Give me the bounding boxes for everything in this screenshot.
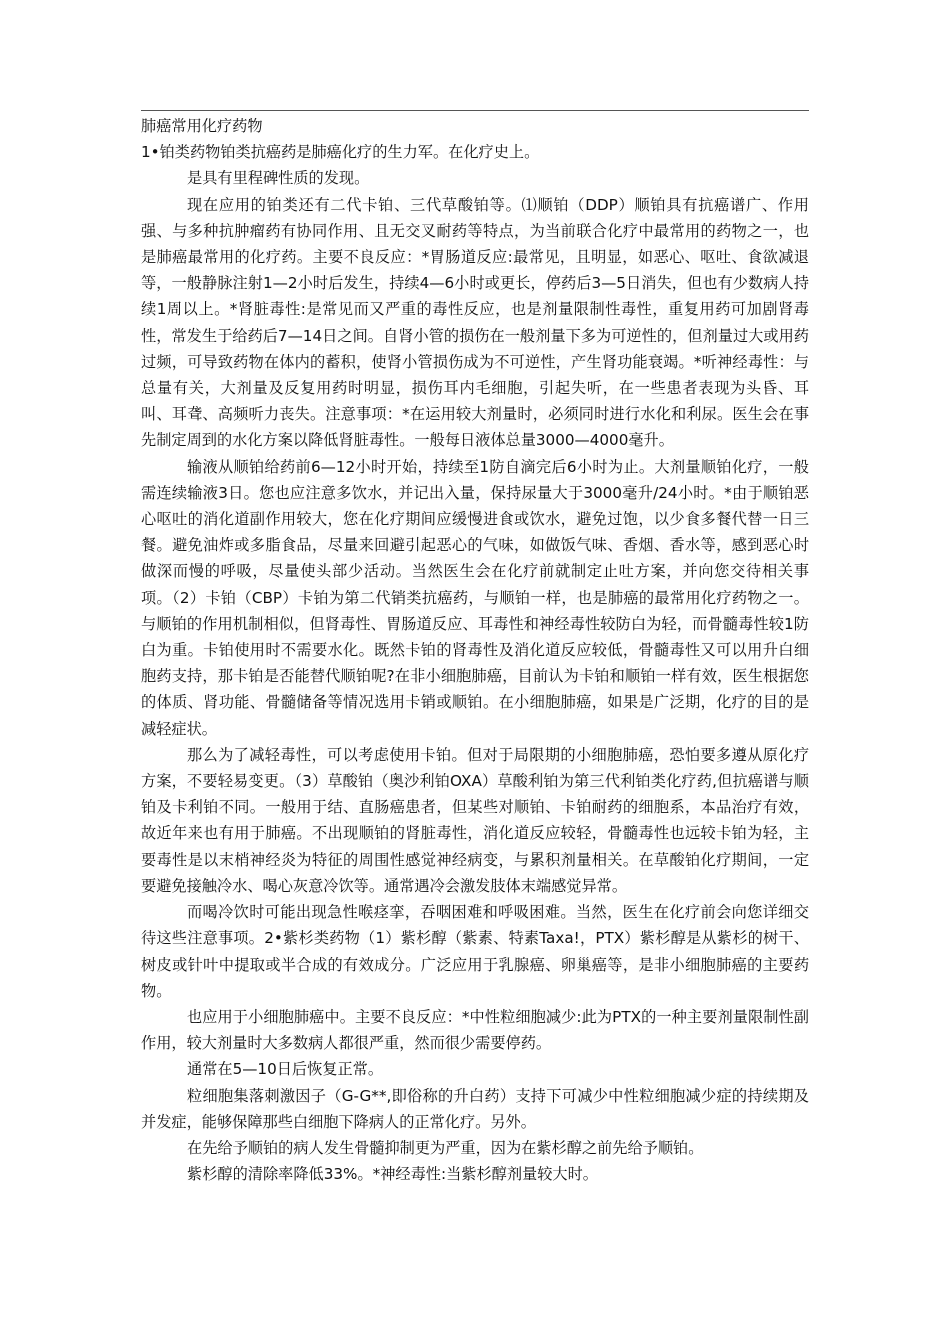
paragraph-9: 粒细胞集落刺激因子（G-G**,即俗称的升白药）支持下可减少中性粒细胞减少症的持续期及并发症，能够保障那些白细胞下降病人的正常化疗。另外。 <box>141 1086 809 1131</box>
paragraph-8: 通常在5—10日后恢复正常。 <box>187 1060 384 1079</box>
paragraph-11: 紫杉醇的清除率降低33%。*神经毒性:当紫杉醇剂量较大时。 <box>187 1165 598 1184</box>
paragraph-3: 现在应用的铂类还有二代卡铂、三代草酸铂等。⑴顺铂（DDP）顺铂具有抗癌谱广、作用强、与多种抗肿瘤药有协同作用、且无交叉耐药等特点，为当前联合化疗中最常用的药物之一，也是肺癌最常用的化疗药。主要不良反应：*胃肠道反应:最常见，且明显，如恶心、呕吐、食欲减退等，一般静脉注射1—2小时后发生，持续4—6小时或更长，停药后3—5日消失，但也有少数病人持续1周以上。*肾脏毒性:是常见而又严重的毒性反应，也是剂量限制性毒性，重复用药可加剧肾毒性，常发生于给药后7—14日之间。自肾小管的损伤在一般剂量下多为可逆性的，但剂量过大或用药过频，可导致药物在体内的蓄积，使肾小管损伤成为不可逆性，产生肾功能衰竭。*听神经毒性：与总量有关，大剂量及反复用药时明显，损伤耳内毛细胞，引起失听，在一些患者表现为头昏、耳叫、耳聋、高频听力丧失。注意事项：*在运用较大剂量时，必须同时进行水化和利尿。医生会在事先制定周到的水化方案以降低肾脏毒性。一般每日液体总量3000—4000毫升。 <box>141 195 809 450</box>
document-title: 肺癌常用化疗药物 <box>141 117 263 135</box>
paragraph-5: 那么为了减轻毒性，可以考虑使用卡铂。但对于局限期的小细胞肺癌，恐怕要多遵从原化疗方案，不要轻易变更。（3）草酸铂（奥沙利铂OXA）草酸利铂为第三代利铂类化疗药,但抗癌谱与顺铂及卡利铂不同。一般用于结、直肠癌患者，但某些对顺铂、卡铂耐药的细胞系，本品治疗有效，故近年来也有用于肺癌。不出现顺铂的肾脏毒性，消化道反应较轻，骨髓毒性也远较卡铂为轻，主要毒性是以末梢神经炎为特征的周围性感觉神经病变，与累积剂量相关。在草酸铂化疗期间，一定要避免接触冷水、喝心灰意冷饮等。通常遇冷会激发肢体末端感觉异常。 <box>141 745 809 895</box>
paragraph-6: 而喝冷饮时可能出现急性喉痉挛，吞咽困难和呼吸困难。当然，医生在化疗前会向您详细交待这些注意事项。2•紫杉类药物（1）紫杉醇（紫素、特素Taxa!，PTX）紫杉醇是从紫杉的树干、树皮或针叶中提取或半合成的有效成分。广泛应用于乳腺癌、卵巢癌等，是非小细胞肺癌的主要药物。 <box>141 903 809 1000</box>
paragraph-2: 是具有里程碑性质的发现。 <box>187 169 370 188</box>
document-body <box>141 113 809 1187</box>
paragraph-1: 1•铂类药物铂类抗癌药是肺癌化疗的生力军。在化疗史上。 <box>141 143 540 162</box>
header-rule <box>141 110 809 111</box>
paragraph-10: 在先给予顺铂的病人发生骨髓抑制更为严重，因为在紫杉醇之前先给予顺铂。 <box>187 1138 704 1157</box>
paragraph-7: 也应用于小细胞肺癌中。主要不良反应：*中性粒细胞减少:此为PTX的一种主要剂量限制性副作用，较大剂量时大多数病人都很严重，然而很少需要停药。 <box>141 1007 809 1053</box>
paragraph-4: 输液从顺铂给药前6—12小时开始，持续至1防自滴完后6小时为止。大剂量顺铂化疗，一般需连续输液3日。您也应注意多饮水，并记出入量，保持尿量大于3000毫升/24小时。*由于顺铂恶心呕吐的消化道副作用较大，您在化疗期间应缓慢进食或饮水，避免过饱，以少食多餐代替一日三餐。避免油炸或多脂食品，尽量来回避引起恶心的气味，如做饭气味、香烟、香水等，感到恶心时做深而慢的呼吸，尽量使头部少活动。当然医生会在化疗前就制定止吐方案，并向您交待相关事项。（2）卡铂（CBP）卡铂为第二代销类抗癌药，与顺铂一样，也是肺癌的最常用化疗药物之一。与顺铂的作用机制相似，但肾毒性、胃肠道反应、耳毒性和神经毒性较防白为轻，而骨髓毒性较1防白为重。卡铂使用时不需要水化。既然卡铂的肾毒性及消化道反应较低，骨髓毒性又可以用升白细胞药支持，那卡铂是否能替代顺铂呢?在非小细胞肺癌，目前认为卡铂和顺铂一样有效，医生根据您的体质、肾功能、骨髓储备等情况选用卡销或顺铂。在小细胞肺癌，如果是广泛期，化疗的目的是减轻症状。 <box>141 457 809 738</box>
